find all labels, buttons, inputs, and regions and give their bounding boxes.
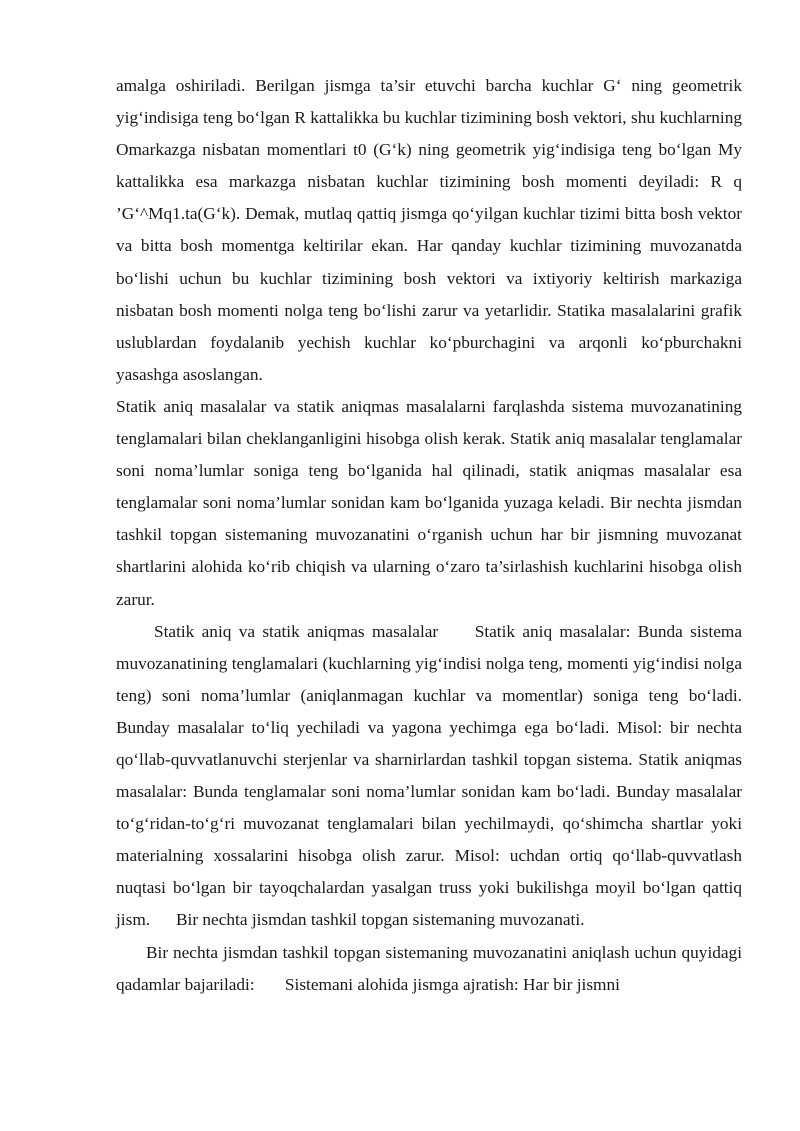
step-item: Sistemani alohida jismga ajratish: Har bir jismni [284,974,620,994]
document-body [116,70,742,1001]
section-heading-static-problems: Statik aniq va statik aniqmas masalalar [154,621,439,641]
paragraph-2: Statik aniq masalalar va statik aniqmas masalalarni farqlashda sistema muvozanatining tenglamalari bilan cheklanganligini hisobga olish kerak. Statik aniq masalalar tenglamalar soni noma’lumlar soniga teng bo‘lganida hal qilinadi, statik aniqmas masalalar esa tenglamalar soni noma’lumlar sonidan kam bo‘lganida yuzaga keladi. Bir nechta jismdan tashkil topgan sistemaning muvozanatini o‘rganish uchun har bir jismning muvozanat shartlarini alohida ko‘rib chiqish va ularning o‘zaro ta’sirlashish kuchlarini hisobga olish zarur. [116,396,742,609]
paragraph-3-body: Statik aniq masalalar: Bunda sistema muvozanatining tenglamalari (kuchlarning yig‘indisi nolga teng, momenti yig‘indisi nolga teng) soni noma’lumlar (aniqlanmagan kuchlar va momentlar) soniga teng bo‘ladi. Bunday masalalar to‘liq yechiladi va yagona yechimga ega bo‘ladi. Misol: bir nechta qo‘llab-quvvatlanuvchi sterjenlar va sharnirlardan tashkil topgan sistema. Statik aniqmas masalalar: Bunda tenglamalar soni noma’lumlar sonidan kam bo‘ladi. Bunday masalalar to‘g‘ridan-to‘g‘ri muvozanat tenglamalari bilan yechilmaydi, qo‘shimcha shartlar yoki materialning xossalarini hisobga olish zarur. Misol: uchdan ortiq qo‘llab-quvvatlash nuqtasi bo‘lgan bir tayoqchalardan yasalgan truss yoki bukilishga moyil bo‘lgan qattiq jism. [116,621,742,930]
paragraph-4-body: Bir nechta jismdan tashkil topgan sistemaning muvozanatini aniqlash uchun quyidagi qadamlar bajariladi: [116,942,742,994]
paragraph-3 [116,616,742,937]
section-heading-multibody-equilibrium: Bir nechta jismdan tashkil topgan sistemaning muvozanati. [176,910,585,930]
paragraph-1: amalga oshiriladi. Berilgan jismga ta’sir etuvchi barcha kuchlar G‘ ning geometrik yig‘indisiga teng bo‘lgan R kattalikka bu kuchlar tizimining bosh vektori, shu kuchlarning Omarkazga nisbatan momentlari t0 (G‘k) ning geometrik yig‘indisiga teng bo‘lgan My kattalikka esa markazga nisbatan kuchlar tizimining bosh momenti deyiladi: R q ’G‘^Mq1.ta(G‘k). Demak, mutlaq qattiq jismga qo‘yilgan kuchlar tizimi bitta bosh vektor va bitta bosh momentga keltirilar ekan. Har qanday kuchlar tizimining muvozanatda bo‘lishi uchun bu kuchlar tizimining bosh vektori va ixtiyoriy keltirish markaziga nisbatan bosh momenti nolga teng bo‘lishi zarur va yetarlidir. Statika masalalarini grafik uslublardan foydalanib yechish kuchlar ko‘pburchagini va arqonli ko‘pburchakni yasashga asoslangan. [116,76,742,384]
paragraph-4 [116,937,742,1001]
